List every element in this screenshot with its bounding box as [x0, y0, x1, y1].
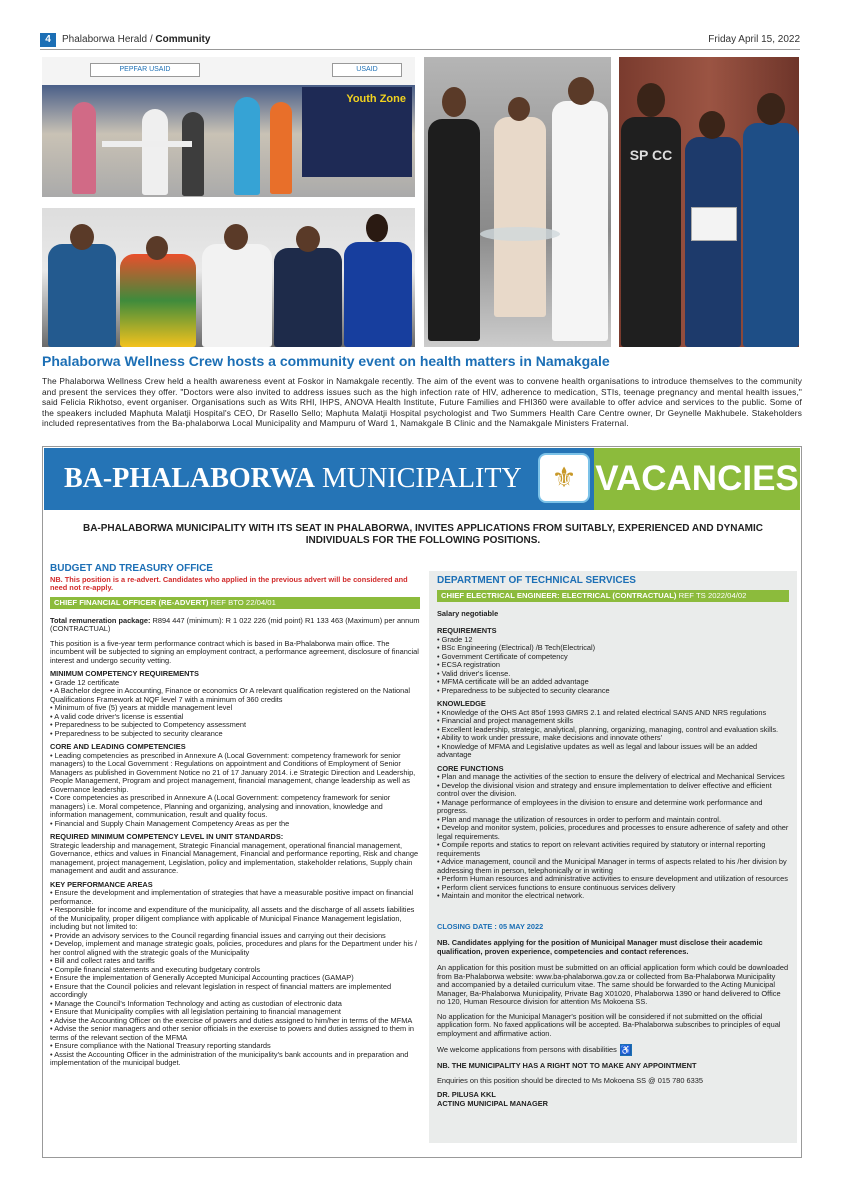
kpa-title: KEY PERFORMANCE AREAS [50, 879, 153, 889]
right-column-content [437, 571, 789, 1108]
vacancies-title: VACANCIES [594, 448, 800, 510]
job-title-bar [437, 590, 789, 602]
speakers-group-photo [42, 208, 415, 347]
list-item: • Government Certificate of competency [437, 651, 568, 661]
min-req-list [50, 679, 420, 739]
person-head [296, 226, 320, 252]
list-item: • Compile financial statements and executing budgetary controls [50, 964, 261, 974]
nb-right: NB. THE MUNICIPALITY HAS A RIGHT NOT TO MAKE ANY APPOINTMENT [437, 1061, 697, 1070]
person-head [146, 236, 168, 260]
list-item: • Develop and monitor system, policies, procedures and processes to ensure adherence of safety and other legal requirements. [437, 823, 789, 841]
article-headline: Phalaborwa Wellness Crew hosts a community event on health matters in Namakgale [42, 353, 610, 369]
person-head [757, 93, 785, 125]
job-title: CHIEF ELECTRICAL ENGINEER: ELECTRICAL (CONTRACTUAL) [441, 590, 677, 600]
list-item: • Maintain and monitor the electrical network. [437, 891, 585, 900]
right-column [429, 571, 797, 1143]
func-list [437, 773, 789, 901]
list-item: • Perform client services functions to ensure continuous services delivery [437, 882, 676, 892]
list-item: • Grade 12 [437, 634, 473, 644]
list-item: • Develop, implement and manage strategic goals, policies, procedures and plans for the Department under his / her control aligned with the strategic goals of the Municipality [50, 939, 417, 957]
signer-name: DR. PILUSA KKL [437, 1090, 496, 1099]
core-title: CORE AND LEADING COMPETENCIES [50, 742, 186, 751]
application-text: An application for this position must be submitted on an official application form which could be downloaded from Ba-Phalaborwa website: www.ba-phalaborwa.gov.za or collected from Ba-Phalaborwa Municipality and accompanied by a detailed curriculum vitae. The same should be forwarded to the Acting Municipal Manager, Ba-Phalaborwa Municipality, Private Bag X01020, Phalaborwa 1390 or hand delivered to Office no 120, Human Resource division for attention Ms Mokoena SS. [437, 963, 789, 1006]
list-item: • Assist the Accounting Officer in the administration of the municipality's bank accounts and in preparation and implementation of the municipal budget. [50, 1049, 409, 1067]
list-item: • Knowledge of MFMA and Legislative updates as well as legal and labour issues will be an added advantage [437, 741, 758, 759]
glass-table [480, 227, 560, 241]
person-head [699, 111, 725, 139]
list-item: • Leading competencies as prescribed in Annexure A (Local Government: competency framework for senior managers) to the Local Government : Regulations on appointment and Conditions of Employment of Senior Managers as published in Government Notice no 21 of 17 January 2014. i.e Strategic Direction and Leadership, People Management, Program and project management, financial management, change leadership as well as Governance leadership. [50, 750, 416, 794]
req-list [437, 636, 789, 696]
list-item: • MFMA certificate will be an added advantage [437, 677, 589, 686]
job-ref: REF TS 2022/04/02 [678, 590, 747, 600]
person-head [70, 224, 94, 250]
list-item: • Bill and collect rates and tariffs [50, 956, 155, 965]
person-figure [743, 123, 799, 347]
unit-title: REQUIRED MINIMUM COMPETENCY LEVEL IN UNIT STANDARDS: [50, 832, 284, 841]
municipality-name: BA-PHALABORWA [64, 463, 316, 494]
municipal-crest-icon: ⚜ [538, 453, 590, 503]
list-item: • ECSA registration [437, 660, 500, 669]
know-title: KNOWLEDGE [437, 699, 486, 708]
person-figure [270, 102, 292, 194]
table [102, 141, 192, 147]
job-title-bar [50, 597, 420, 609]
list-item: • Provide an advisory services to the Council regarding financial issues and carrying out their decisions [50, 930, 386, 940]
person-figure [274, 248, 342, 347]
person-figure [428, 119, 480, 341]
page-header [40, 32, 800, 48]
contract-text: This position is a five-year term performance contract which is based in Ba-Phalaborwa main office. The incumbent will be subjected to signing an employment contract, a performance agreement, disclosure of financial interest and undergo security vetting. [50, 638, 419, 665]
person-figure [202, 244, 272, 347]
youth-zone-screen: Youth Zone [302, 87, 412, 177]
person-head [224, 224, 248, 250]
list-item: • Grade 12 certificate [50, 677, 120, 687]
list-item: • Financial and project management skills [437, 716, 574, 725]
person-head [637, 83, 665, 117]
enquiries: Enquiries on this position should be directed to Ms Mokoena SS @ 015 780 6335 [437, 1075, 703, 1085]
know-list [437, 709, 789, 760]
list-item: • Core competencies as prescribed in Annexure A (Local Government: competency framework for senior managers) i.e. Moral competence, Planning and organizing, analysing and innovation, knowledge and information management, communication, result and quality focus. [50, 793, 391, 819]
list-item: • Manage the Council's Information Technology and acting as custodian of electronic data [50, 998, 342, 1008]
core-list [50, 752, 420, 829]
header-rule [40, 49, 800, 50]
list-item: • Ensure compliance with the National Treasury reporting standards [50, 1041, 271, 1050]
section-name: Community [155, 34, 211, 45]
req-title: REQUIREMENTS [437, 626, 497, 635]
person-figure [72, 102, 96, 194]
vacancies-advert [42, 446, 802, 1158]
issue-date: Friday April 15, 2022 [708, 34, 800, 45]
func-title: CORE FUNCTIONS [437, 763, 504, 773]
list-item: • Manage performance of employees in the division to ensure and determine work performance and progress. [437, 797, 763, 815]
person-head [508, 97, 530, 121]
list-item: • Compile reports and statics to report on relevant activities required by statutory or internal reporting requirements [437, 840, 766, 858]
list-item: • Valid driver's license. [437, 668, 511, 678]
list-item: • Financial and Supply Chain Management Competency Areas as per the [50, 818, 290, 828]
person-figure: SP CC [621, 117, 681, 347]
person-head [442, 87, 466, 117]
no-application-text: No application for the Municipal Manager's position will be considered if not submitted on the official application form. No faxed applications will be accepted. Ba-Phalaborwa subscribes to principles of equal employment and affirmative action. [437, 1011, 781, 1038]
list-item: • Knowledge of the OHS Act 85of 1993 GMRS 2.1 and related electrical SANS AND NRS regulations [437, 707, 767, 717]
person-figure [234, 97, 260, 195]
list-item: • Advice management, council and the Municipal Manager in terms of aspects related to his /her division by addressing them in person, telephonically or in writing [437, 857, 787, 875]
list-item: • Ensure that Municipality complies with all legislation pertaining to financial management [50, 1007, 341, 1016]
list-item: • Ensure that the Council policies and relevant legislation in respect of financial matters are implemented accordingly [50, 981, 392, 999]
person-figure [182, 112, 204, 196]
certificate [691, 207, 737, 241]
unit-text: Strategic leadership and management, Strategic Financial management, operational financial management, Governance, ethics and values in Financial Management, Financial and performance reporting, Risk and change management, project management, Legislation, policy and implementation, stakeholder relations, Supply chain management and audit and assurance. [50, 840, 419, 875]
person-figure [494, 117, 546, 317]
list-item: • Minimum of five (5) years at middle management level [50, 703, 233, 712]
municipality-word: MUNICIPALITY [322, 463, 522, 494]
list-item: • A valid code driver's license is essential [50, 711, 184, 721]
list-item: • Excellent leadership, strategic, analytical, planning, organizing, managing, control and evaluation skills. [437, 724, 779, 734]
publication-name [62, 32, 210, 48]
person-figure [142, 109, 168, 195]
list-item: • Plan and manage the activities of the section to ensure the delivery of electrical and Mechanical Services [437, 772, 785, 781]
job-ref: REF BTO 22/04/01 [210, 597, 276, 607]
person-figure [685, 137, 741, 347]
dept-title: BUDGET AND TREASURY OFFICE [50, 563, 213, 574]
advert-lead: BA-PHALABORWA MUNICIPALITY WITH ITS SEAT IN PHALABORWA, INVITES APPLICATIONS FROM SUITABLY, EXPERIENCED AND DYNAMIC INDIVIDUALS FOR THE FOLLOWING POSITIONS. [82, 523, 764, 546]
certificate-photo [619, 57, 799, 347]
sponsor-banner-left: PEPFAR USAID [90, 63, 200, 77]
signer-title: ACTING MUNICIPAL MANAGER [437, 1098, 548, 1108]
list-item: • Preparedness to be subjected to security clearance [50, 728, 223, 738]
nb-disclose: NB. Candidates applying for the position of Municipal Manager must disclose their academic qualification, proven experience, competencies and contact references. [437, 938, 763, 956]
list-item: • Responsible for income and expenditure of the municipality, all assets and the discharge of all assets liabilities of the Municipality, proper diligent compliance with applicable of Municipal Finance Management legislation, including but not limited to: [50, 905, 415, 931]
closing-date: CLOSING DATE : 05 MAY 2022 [437, 921, 544, 931]
wheelchair-icon: ♿ [620, 1045, 632, 1055]
disability-text: We welcome applications from persons with disabilities [437, 1044, 617, 1054]
min-req-title: MINIMUM COMPETENCY REQUIREMENTS [50, 669, 199, 678]
person-head [366, 214, 388, 242]
sponsor-banner-right: USAID [332, 63, 402, 77]
list-item: • Ensure the development and implementation of strategies that have a measurable positive impact on financial performance. [50, 888, 414, 906]
article-body: The Phalaborwa Wellness Crew held a health awareness event at Foskor in Namakgale recently. The aim of the event was to convene health organisations to introduce themselves to the community and present the services they offer. "Doctors were also invited to address issues such as the high infection rate of HIV, adherence to medication, STIs, teenage pregnancy and mental health issues," said Felicia Rikhotso, event organiser. Organisations such as Wits RHI, IHPS, ANOVA Health Institute, Future Families and FHI360 were available to offer advice and services to the public. Some of the speakers included Maphuta Malatji Hospital's CEO, Dr Rasello Sello; Maphuta Malatji Hospital psychologist and Two Summers Health Care Centre owner, Dr Geynelle Makhubele. Stakeholders included representatives from the Ba-phalaborwa Local Municipality and Mampuru of Ward 1, Namakgale B Clinic and the Namakgale Ministers Fraternal. [42, 376, 802, 429]
person-figure [344, 242, 412, 347]
remuneration-label: Total remuneration package: [50, 615, 151, 625]
job-title: CHIEF FINANCIAL OFFICER (RE-ADVERT) [54, 597, 209, 607]
list-item: • Plan and manage the utilization of resources in order to perform and maintain control. [437, 814, 721, 824]
event-tent-photo [42, 57, 415, 197]
remuneration [50, 617, 420, 634]
list-item: • BSc Engineering (Electrical) /B Tech(Electrical) [437, 643, 596, 652]
disability-welcome [437, 1044, 789, 1056]
list-item: • Ensure the implementation of Generally Accepted Municipal Accounting practices (GAMAP) [50, 973, 354, 982]
publication-title: Phalaborwa Herald / [62, 34, 153, 45]
person-figure [48, 244, 116, 347]
kpa-list [50, 889, 420, 1068]
list-item: • Advise the Accounting Officer on the exercise of powers and duties assigned to him/her in terms of the MFMA [50, 1015, 413, 1025]
list-item: • Preparedness to be subjected to Competency assessment [50, 720, 247, 729]
readvert-note: NB. This position is a re-advert. Candidates who applied in the previous advert will be considered and need not re-apply. [50, 574, 408, 592]
remuneration-value: R894 447 (minimum): R 1 022 226 (mid point) R1 133 463 (Maximum) per annum (CONTRACTUAL) [50, 615, 420, 633]
list-item: • Perform Human resources and administrative activities to ensure development and utilization of resources [437, 874, 788, 883]
list-item: • Preparedness to be subjected to security clearance [437, 685, 610, 695]
list-item: • A Bachelor degree in Accounting, Finance or economics Or A relevant qualification registered on the National Qualifications Framework at NQF level 7 with a minimum of 360 credits [50, 686, 411, 704]
person-figure [552, 101, 608, 341]
list-item: • Ability to work under pressure, make decisions and innovate others' [437, 733, 663, 742]
person-figure [120, 254, 196, 347]
salary: Salary negotiable [437, 608, 499, 618]
dept-title: DEPARTMENT OF TECHNICAL SERVICES [437, 575, 636, 586]
page-number: 4 [40, 33, 56, 47]
list-item: • Advise the senior managers and other senior officials in the exercise to powers and duties assigned to them in terms of the relevant section of the MFMA [50, 1024, 414, 1042]
person-head [568, 77, 594, 105]
list-item: • Develop the divisional vision and strategy and ensure implementation to deliver effective and efficient control over the division. [437, 780, 772, 798]
left-column [50, 565, 420, 1068]
three-people-photo [424, 57, 611, 347]
